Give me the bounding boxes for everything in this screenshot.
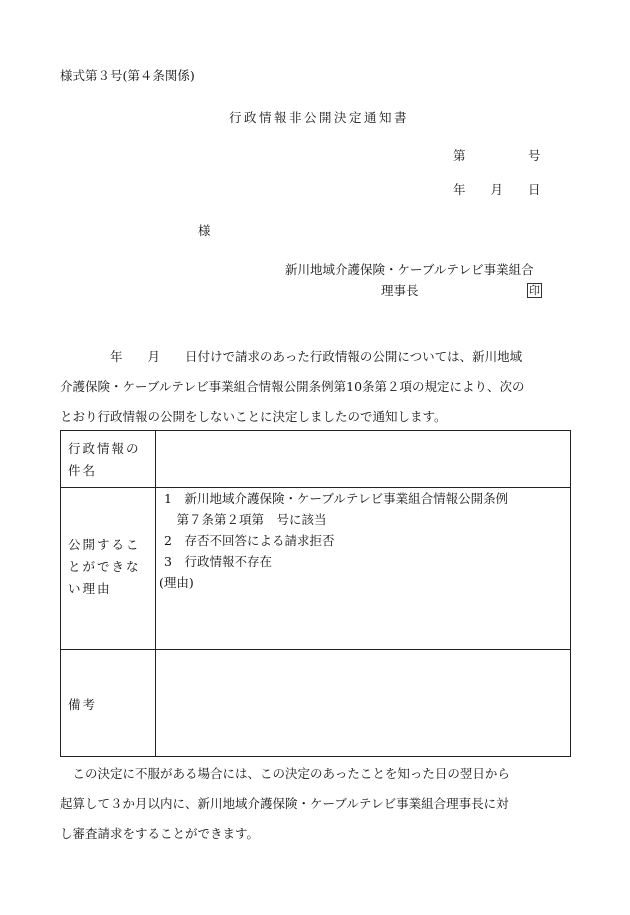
reason-label: 公開することができない理由 [68, 537, 141, 596]
reason-note: (理由) [159, 575, 194, 590]
reason-content [159, 488, 509, 593]
issuer-role: 理事長 [381, 283, 419, 298]
document-date: 年 月 日 [453, 182, 541, 197]
reason-item: 3 行政情報不存在 [164, 554, 272, 569]
reason-item: 1 新川地域介護保険・ケーブルテレビ事業組合情報公開条例 [164, 491, 509, 506]
body-line: 介護保険・ケーブルテレビ事業組合情報公開条例第10条第２項の規定により、次の [60, 379, 525, 394]
footer-line: この決定に不服がある場合には、この決定のあったことを知った日の翌日から [60, 766, 510, 781]
issuer-organization: 新川地域介護保険・ケーブルテレビ事業組合 [285, 262, 534, 277]
subject-label: 行政情報の件名 [68, 441, 141, 478]
reason-item: 2 存否不回答による請求拒否 [164, 533, 335, 548]
seal-mark [527, 283, 542, 298]
form-number: 様式第３号(第４条関係) [60, 68, 195, 83]
reason-item: 第７条第２項第 号に該当 [164, 512, 327, 527]
document-number: 第 号 [453, 148, 541, 163]
notice-body [60, 342, 580, 432]
footer-line: し審査請求をすることができます。 [60, 826, 260, 841]
body-line: 年 月 日付けで請求のあった行政情報の公開については、新川地域 [60, 349, 523, 364]
table-row-divider [61, 649, 570, 650]
table-column-divider [155, 431, 156, 756]
remarks-label: 備考 [68, 697, 98, 712]
document-title: 行政情報非公開決定通知書 [229, 110, 410, 125]
appeal-notice [60, 759, 580, 849]
footer-line: 起算して３か月以内に、新川地域介護保険・ケーブルテレビ事業組合理事長に対 [60, 796, 509, 811]
decision-table [60, 430, 571, 757]
body-line: とおり行政情報の公開をしないことに決定しましたので通知します。 [60, 409, 447, 424]
addressee-suffix: 様 [198, 223, 211, 238]
seal-icon: 印 [529, 284, 540, 297]
